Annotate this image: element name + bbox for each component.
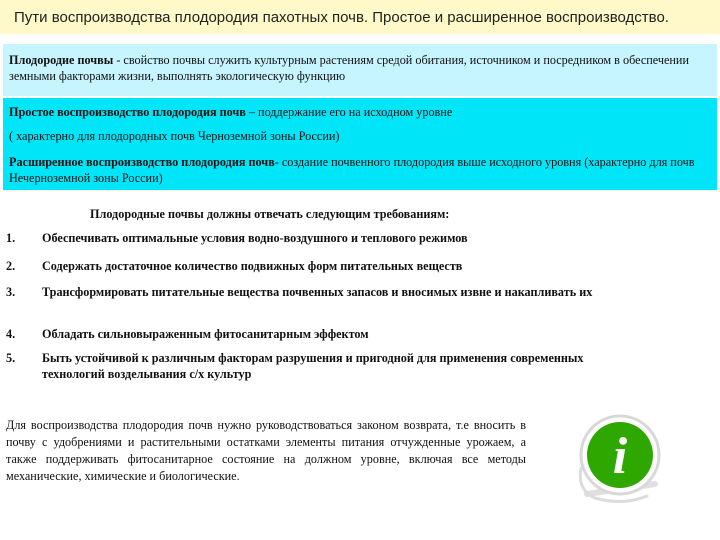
extended-reproduction-text: - создание почвенного плодородия выше исходного уровня (характерно для почв Нечерноземной зоны России) <box>9 155 695 185</box>
requirement-text: Обладать сильновыраженным фитосанитарным эффектом <box>42 327 369 341</box>
definition-term: Плодородие почвы <box>9 53 114 67</box>
definition-box <box>3 44 717 96</box>
requirements-header: Плодородные почвы должны отвечать следующим требованиям: <box>90 207 450 221</box>
requirement-number: 2. <box>6 259 16 273</box>
info-icon <box>573 406 673 506</box>
info-icon-glyph: i <box>612 428 628 485</box>
definition-text: - свойство почвы служить культурным растениям средой обитания, источником и посредником в обеспечении земными факторами жизни, выполнять экологическую функцию <box>9 53 689 83</box>
simple-reproduction-text: – поддержание его на исходном уровне <box>245 105 453 119</box>
extended-reproduction <box>9 154 711 186</box>
slide-title-text: Пути воспроизводства плодородия пахотных почв. Простое и расширенное воспроизводство. <box>14 8 669 26</box>
return-law-text: Для воспроизводства плодородия почв нужно руководствоваться законом возврата, т.е вносить в почву с удобрениями и растительными остатками элементы питания отчужденные урожаем, а также поддерживать фитосанитарное состояние на должном уровне, включая все методы механические, химические и биологические. <box>6 418 526 483</box>
requirement-number: 4. <box>6 327 16 341</box>
requirement-text: Содержать достаточное количество подвижных форм питательных веществ <box>42 259 463 273</box>
extended-reproduction-term: Расширенное воспроизводство плодородия почв <box>9 155 275 169</box>
simple-reproduction-note: ( характерно для плодородных почв Черноземной зоны России) <box>9 129 340 143</box>
requirement-number: 3. <box>6 285 16 299</box>
slide-title <box>0 0 720 34</box>
requirement-number: 1. <box>6 231 16 245</box>
requirement-text: Быть устойчивой к различным факторам разрушения и пригодной для применения современных технологий возделывания с/х культур <box>42 351 584 381</box>
requirement-number: 5. <box>6 351 16 365</box>
simple-reproduction <box>9 104 711 120</box>
requirement-text: Трансформировать питательные вещества почвенных запасов и вносимых извне и накапливать их <box>42 285 593 299</box>
requirement-text: Обеспечивать оптимальные условия водно-воздушного и теплового режимов <box>42 231 468 245</box>
simple-reproduction-term: Простое воспроизводство плодородия почв <box>9 105 246 119</box>
reproduction-types-box <box>3 98 717 190</box>
